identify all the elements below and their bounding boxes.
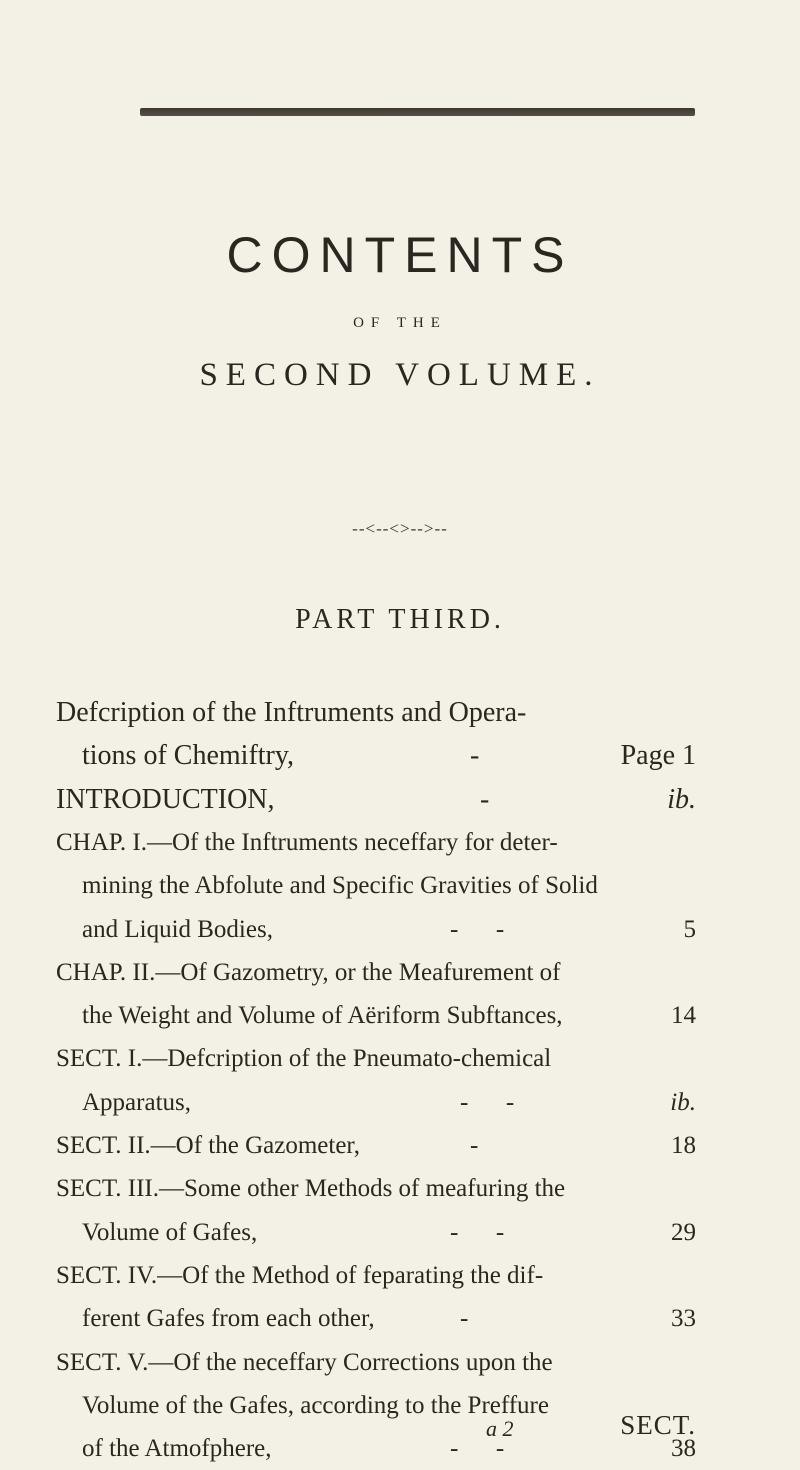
toc-entry [56, 822, 696, 864]
toc-entry-page: 29 [671, 1219, 696, 1246]
toc-entry [56, 779, 696, 821]
toc-entry-text: SECT. III.—Some other Methods of meafuring the [56, 1175, 566, 1202]
toc-entry-text: ferent Gafes from each other, [82, 1305, 375, 1332]
toc-entry-text: and Liquid Bodies, [82, 916, 273, 943]
toc-entry [82, 1212, 696, 1254]
toc-entry-text: CHAP. II.—Of Gazometry, or the Meafurement of [56, 959, 561, 986]
toc-entry-text: tions of Chemiftry, [82, 740, 295, 771]
volume-title: SECOND VOLUME. [199, 357, 601, 393]
toc-entry-leader: - - [460, 1089, 515, 1116]
toc-entry-page: 33 [671, 1305, 696, 1332]
toc-entry [82, 1385, 696, 1427]
toc-entry-leader: - [470, 740, 480, 771]
toc-entry [82, 1082, 696, 1124]
toc-entry-text: INTRODUCTION, [56, 784, 275, 815]
toc-entry [56, 692, 696, 734]
contents-title: CONTENTS [226, 227, 574, 283]
toc-entry-text: Volume of the Gafes, according to the Preffure [82, 1392, 549, 1419]
ornament-divider: --<--<>-->-- [352, 519, 448, 538]
toc-entry [56, 1168, 696, 1210]
toc-entry-page: 14 [671, 1002, 696, 1029]
of-the-subtitle: OF THE [353, 315, 447, 331]
toc-entry-leader: - [480, 784, 490, 815]
toc-entry-leader: - [460, 1305, 469, 1332]
toc-entry [56, 1342, 696, 1384]
toc-entry [82, 909, 696, 951]
toc-entry [82, 995, 696, 1037]
toc-entry-text: SECT. I.—Defcription of the Pneumato-chemical [56, 1045, 552, 1072]
toc-entry [56, 1255, 696, 1297]
toc-entry-page: ib. [670, 1089, 696, 1116]
toc-entry-text: mining the Abfolute and Specific Gravities of Solid [82, 872, 598, 899]
toc-entry-page: 38 [671, 1435, 696, 1462]
toc-entry [56, 952, 696, 994]
toc-entry-text: CHAP. I.—Of the Inftruments neceffary for deter- [56, 829, 558, 856]
toc-entry-text: SECT. IV.—Of the Method of feparating the dif- [56, 1262, 544, 1289]
toc-entry [82, 865, 696, 907]
toc-entry-text: SECT. V.—Of the neceffary Corrections upon the [56, 1349, 553, 1376]
toc-entry-text: SECT. II.—Of the Gazometer, [56, 1132, 360, 1159]
toc-entry-leader: - - [450, 1219, 505, 1246]
toc-entry-text: of the Atmofphere, [82, 1435, 272, 1462]
catchword: SECT. [620, 1410, 696, 1440]
toc-entry-text: the Weight and Volume of Aëriform Subftances, [82, 1002, 563, 1029]
toc-entry-leader: - - [450, 1435, 505, 1462]
toc-entry [82, 1298, 696, 1340]
toc-entry-page: ib. [667, 784, 696, 815]
part-heading: PART THIRD. [295, 604, 505, 635]
toc-entry-page: 18 [671, 1132, 696, 1159]
toc-entry-leader: - - [450, 916, 505, 943]
signature-mark: a 2 [486, 1416, 514, 1441]
toc-entry-page: Page 1 [620, 740, 696, 771]
toc-entry-text: Defcription of the Inftruments and Opera- [56, 697, 527, 728]
toc-entry-text: Apparatus, [82, 1089, 191, 1116]
toc-entry-text: Volume of Gafes, [82, 1219, 258, 1246]
toc-entry-page: 5 [683, 916, 696, 943]
toc-entry [56, 1125, 696, 1167]
toc-entry [56, 1038, 696, 1080]
toc-entry-leader: - [470, 1132, 479, 1159]
toc-entry [82, 735, 696, 777]
